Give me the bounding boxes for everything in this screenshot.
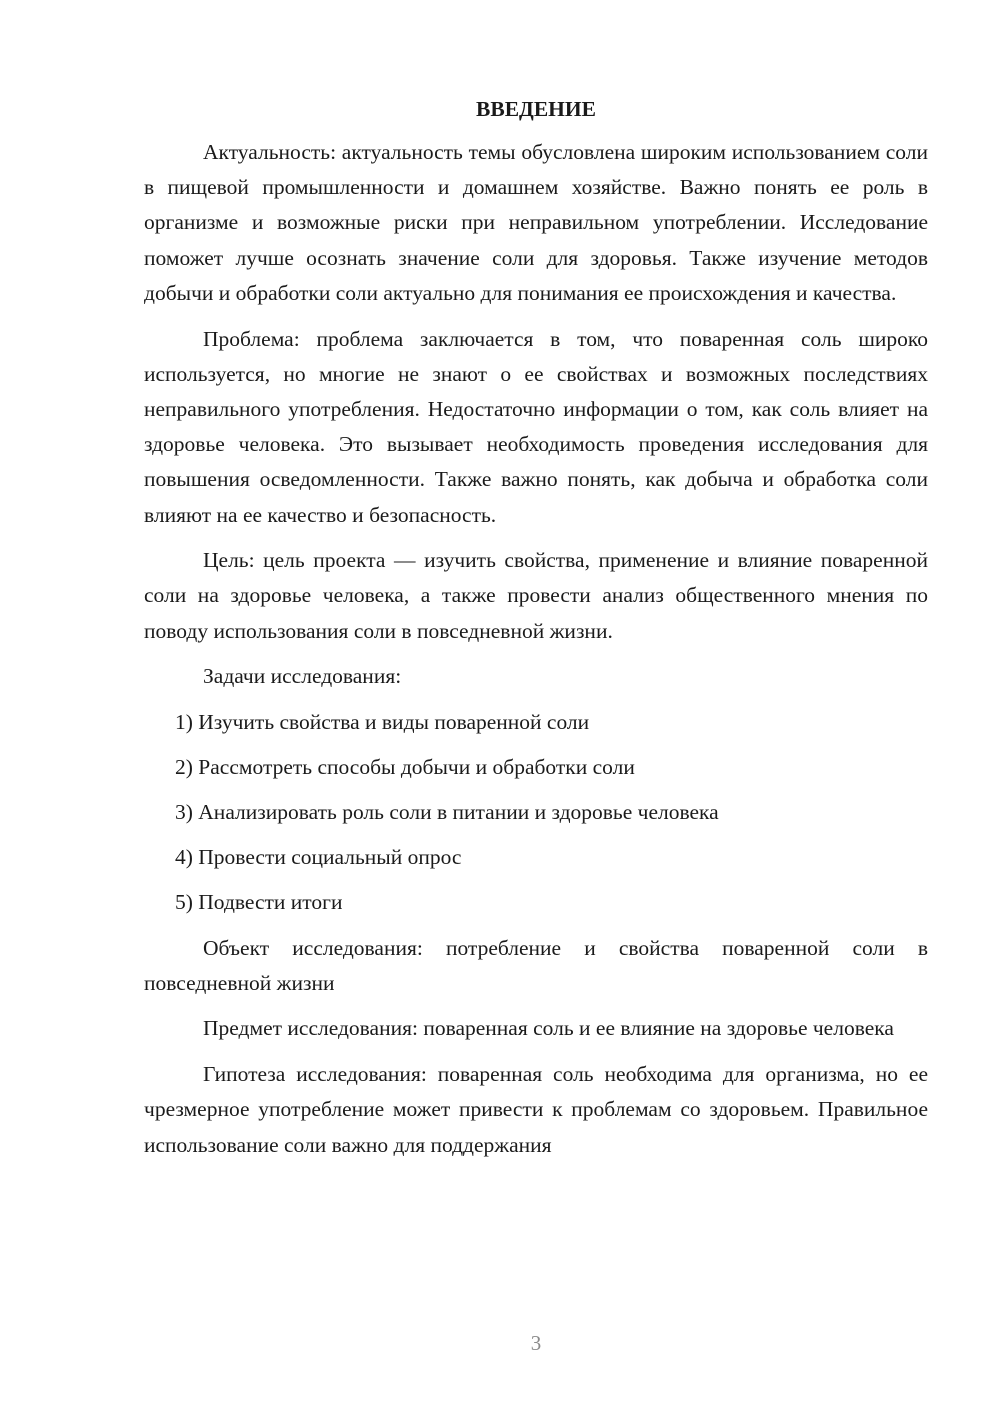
- page-number: 3: [530, 1331, 542, 1355]
- task-item: 3) Анализировать роль соли в питании и здоровье человека: [175, 799, 719, 824]
- subject-paragraph: Предмет исследования: поваренная соль и ее влияние на здоровье человека: [203, 1016, 894, 1041]
- relevance-paragraph: Актуальность: актуальность темы обусловлена широким использованием соли в пищевой промышленности и домашнем хозяйстве. Важно понять ее роль в организме и возможные риски при неправильном употреблении. Исследование поможет лучше осознать значение соли для здоровья. Также изучение методов добычи и обработки соли актуально для понимания ее происхождения и качества.: [144, 140, 928, 305]
- problem-paragraph: Проблема: проблема заключается в том, что поваренная соль широко используется, но многие не знают о ее свойствах и возможных последствиях неправильного употребления. Недостаточно информации о том, как соль влияет на здоровье человека. Это вызывает необходимость проведения исследования для повышения осведомленности. Также важно понять, как добыча и обработка соли влияют на ее качество и безопасность.: [144, 326, 928, 527]
- task-item: 2) Рассмотреть способы добычи и обработки соли: [175, 754, 635, 779]
- tasks-heading: Задачи исследования:: [203, 664, 402, 689]
- hypothesis-paragraph: Гипотеза исследования: поваренная соль необходима для организма, но ее чрезмерное употребление может привести к проблемам со здоровьем. Правильное использование соли важно для поддержания: [144, 1062, 928, 1157]
- task-item: 4) Провести социальный опрос: [175, 845, 462, 870]
- task-list: [144, 705, 928, 921]
- goal-paragraph: Цель: цель проекта — изучить свойства, применение и влияние поваренной соли на здоровье человека, а также провести анализ общественного мнения по поводу использования соли в повседневной жизни.: [144, 548, 928, 643]
- task-item: 5) Подвести итоги: [175, 890, 343, 915]
- section-title: ВВЕДЕНИЕ: [476, 97, 596, 121]
- document-page: [144, 92, 928, 1173]
- task-item: 1) Изучить свойства и виды поваренной соли: [175, 709, 590, 734]
- object-paragraph: Объект исследования: потребление и свойства поваренной соли в повседневной жизни: [144, 935, 928, 995]
